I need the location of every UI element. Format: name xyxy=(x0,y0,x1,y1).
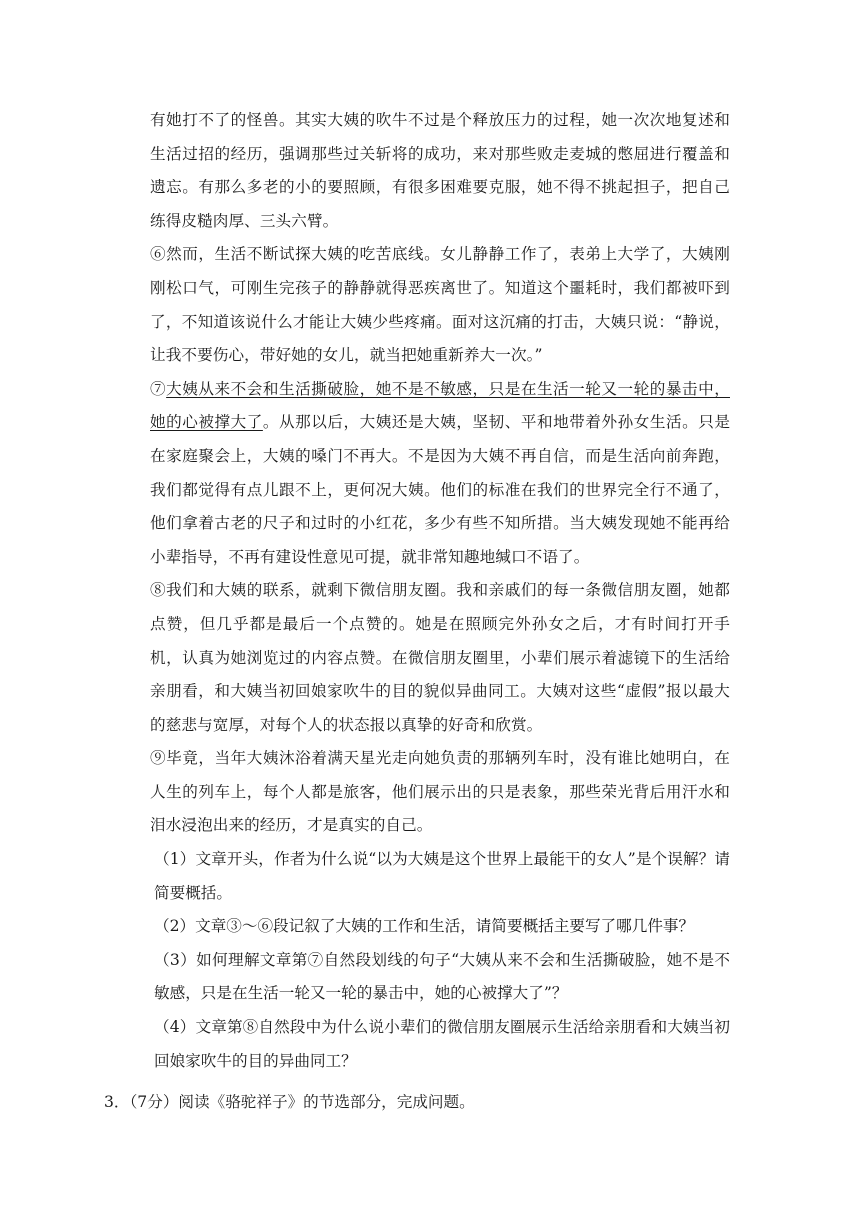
reading-passage xyxy=(150,104,730,1078)
passage-paragraph-7 xyxy=(150,373,730,575)
passage-paragraph-8: ⑧我们和大姨的联系，就剩下微信朋友圈。我和亲戚们的每一条微信朋友圈，她都点赞，但几乎都是最后一个点赞的。她是在照顾完外孙女之后，才有时间打开手机，认真为她浏览过的内容点赞。在微信朋友圈里，小辈们展示着滤镜下的生活给亲朋看，和大姨当初回娘家吹牛的目的貌似异曲同工。大姨对这些“虚假”报以最大的慈悲与宽厚，对每个人的状态报以真挚的好奇和欣赏。 xyxy=(150,581,730,734)
passage-paragraph-continued: 有她打不了的怪兽。其实大姨的吹牛不过是个释放压力的过程，她一次次地复述和生活过招的经历，强调那些过关斩将的成功，来对那些败走麦城的憋屈进行覆盖和遗忘。有那么多老的小的要照顾，有很多困难要克服，她不得不挑起担子，把自己练得皮糙肉厚、三头六臂。 xyxy=(150,111,730,230)
paragraph-7-marker: ⑦ xyxy=(150,379,167,398)
question-2: （2）文章③～⑥段记叙了大姨的工作和生活，请简要概括主要写了哪几件事？ xyxy=(154,917,695,936)
question-4: （4）文章第⑧自然段中为什么说小辈们的微信朋友圈展示生活给亲朋看和大姨当初回娘家吹牛的目的异曲同工？ xyxy=(154,1018,730,1070)
question-3: （3）如何理解文章第⑦自然段划线的句子“大姨从来不会和生活撕破脸，她不是不敏感，只是在生活一轮又一轮的暴击中，她的心被撑大了”？ xyxy=(154,950,730,1003)
underlined-sentence: 大姨从来不会和生活撕破脸，她不是不敏感，只是在生活一轮又一轮的暴击中，她的心被撑大了 xyxy=(150,379,730,432)
passage-paragraph-6: ⑥然而，生活不断试探大姨的吃苦底线。女儿静静工作了，表弟上大学了，大姨刚刚松口气，可刚生完孩子的静静就得恶疾离世了。知道这个噩耗时，我们都被吓到了，不知道该说什么才能让大姨少些疼痛。面对这沉痛的打击，大姨只说：“静说，让我不要伤心，带好她的女儿，就当把她重新养大一次。” xyxy=(150,245,730,365)
next-exam-item: 3．（7分）阅读《骆驼祥子》的节选部分，完成问题。 xyxy=(104,1093,475,1111)
passage-paragraph-9: ⑨毕竟，当年大姨沐浴着满天星光走向她负责的那辆列车时，没有谁比她明白，在人生的列车上，每个人都是旅客，他们展示出的只是表象，那些荣光背后用汗水和泪水浸泡出来的经历，才是真实的自己。 xyxy=(150,749,730,835)
question-1: （1）文章开头，作者为什么说“以为大姨是这个世界上最能干的女人”是个误解？请简要概括。 xyxy=(154,850,730,902)
paragraph-7-rest: 。从那以后，大姨还是大姨，坚韧、平和地带着外孙女生活。只是在家庭聚会上，大姨的嗓门不再大。不是因为大姨不再自信，而是生活向前奔跑，我们都觉得有点儿跟不上，更何况大姨。他们的标准在我们的世界完全行不通了，他们拿着古老的尺子和过时的小红花，多少有些不知所措。当大姨发现她不能再给小辈指导，不再有建设性意见可提，就非常知趣地缄口不语了。 xyxy=(150,413,731,566)
